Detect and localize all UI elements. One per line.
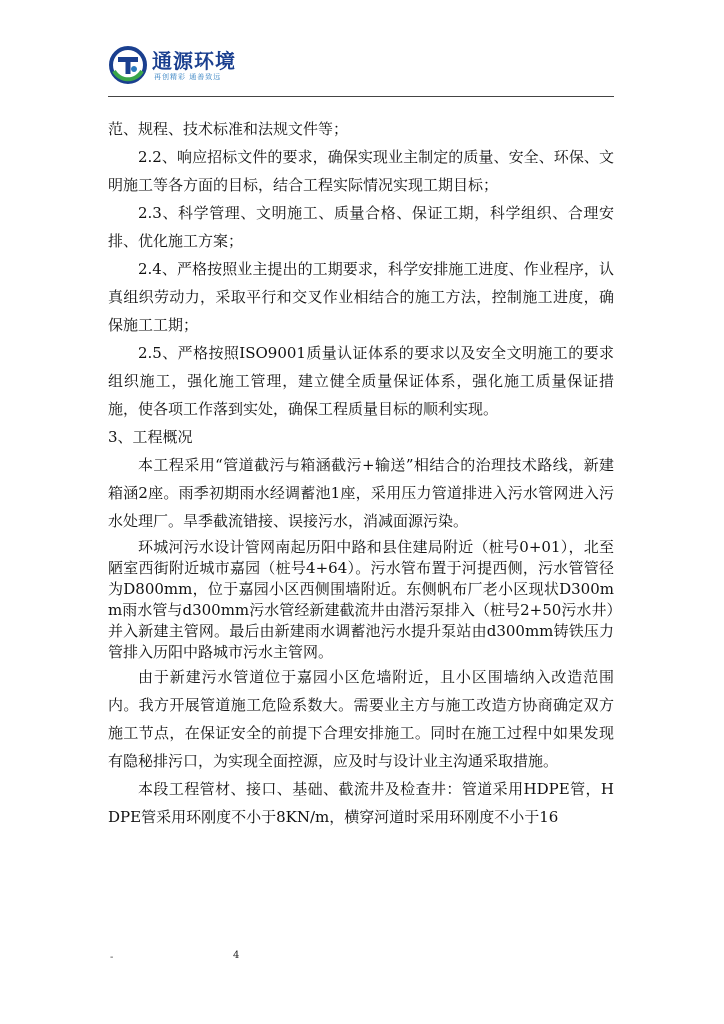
section-heading-project-overview: 3、工程概况 bbox=[108, 428, 193, 446]
paragraph-project-approach: 本工程采用“管道截污与箱涵截污+输送”相结合的治理技术路线，新建箱涵2座。雨季初期雨水经调蓄池1座，采用压力管道排进入污水管网进入污水处理厂。旱季截流错接、误接污水，消减面源污染。 bbox=[108, 456, 614, 530]
document-body bbox=[108, 115, 614, 831]
company-name: 通源环境 bbox=[152, 49, 236, 73]
page-number: 4 bbox=[233, 950, 240, 961]
paragraph-intro-continuation: 范、规程、技术标准和法规文件等； bbox=[108, 120, 349, 138]
header-divider bbox=[108, 96, 614, 97]
company-logo-icon bbox=[108, 45, 148, 85]
paragraph-construction-risk: 由于新建污水管道位于嘉园小区危墙附近，且小区围墙纳入改造范围内。我方开展管道施工危险系数大。需要业主方与施工改造方协商确定双方施工节点，在保证安全的前提下合理安排施工。同时在施工过程中如果发现有隐秘排污口，为实现全面控源，应及时与设计业主沟通采取措施。 bbox=[108, 668, 614, 770]
paragraph-pipeline-layout: 环城河污水设计管网南起历阳中路和县住建局附近（桩号0+01），北至陋室西街附近城市嘉园（桩号4+64）。污水管布置于河提西侧，污水管管径为D800mm，位于嘉园小区西侧围墙附近。东侧帆布厂老小区现状D300mm雨水管与d300mm污水管经新建截流井由潜污泵排入（桩号2+50污水井）并入新建主管网。最后由新建雨水调蓄池污水提升泵站由d300mm铸铁压力管排入历阳中路城市污水主管网。 bbox=[108, 538, 614, 661]
company-logo bbox=[108, 43, 268, 93]
paragraph-2-2: 2.2、响应招标文件的要求，确保实现业主制定的质量、安全、环保、文明施工等各方面的目标，结合工程实际情况实现工期目标； bbox=[108, 148, 614, 194]
footer-mark: - bbox=[110, 952, 114, 963]
paragraph-2-4: 2.4、严格按照业主提出的工期要求，科学安排施工进度、作业程序，认真组织劳动力，采取平行和交叉作业相结合的施工方法，控制施工进度，确保施工工期； bbox=[108, 260, 614, 334]
paragraph-2-5: 2.5、严格按照ISO9001质量认证体系的要求以及安全文明施工的要求组织施工，强化施工管理，建立健全质量保证体系，强化施工质量保证措施，使各项工作落到实处，确保工程质量目标的顺利实现。 bbox=[108, 344, 614, 418]
paragraph-materials: 本段工程管材、接口、基础、截流井及检查井：管道采用HDPE管，HDPE管采用环刚度不小于8KN/m，横穿河道时采用环刚度不小于16 bbox=[108, 780, 614, 826]
company-slogan: 再创精彩 通善致远 bbox=[154, 73, 222, 81]
paragraph-2-3: 2.3、科学管理、文明施工、质量合格、保证工期，科学组织、合理安排、优化施工方案； bbox=[108, 204, 614, 250]
page-header bbox=[0, 0, 724, 100]
